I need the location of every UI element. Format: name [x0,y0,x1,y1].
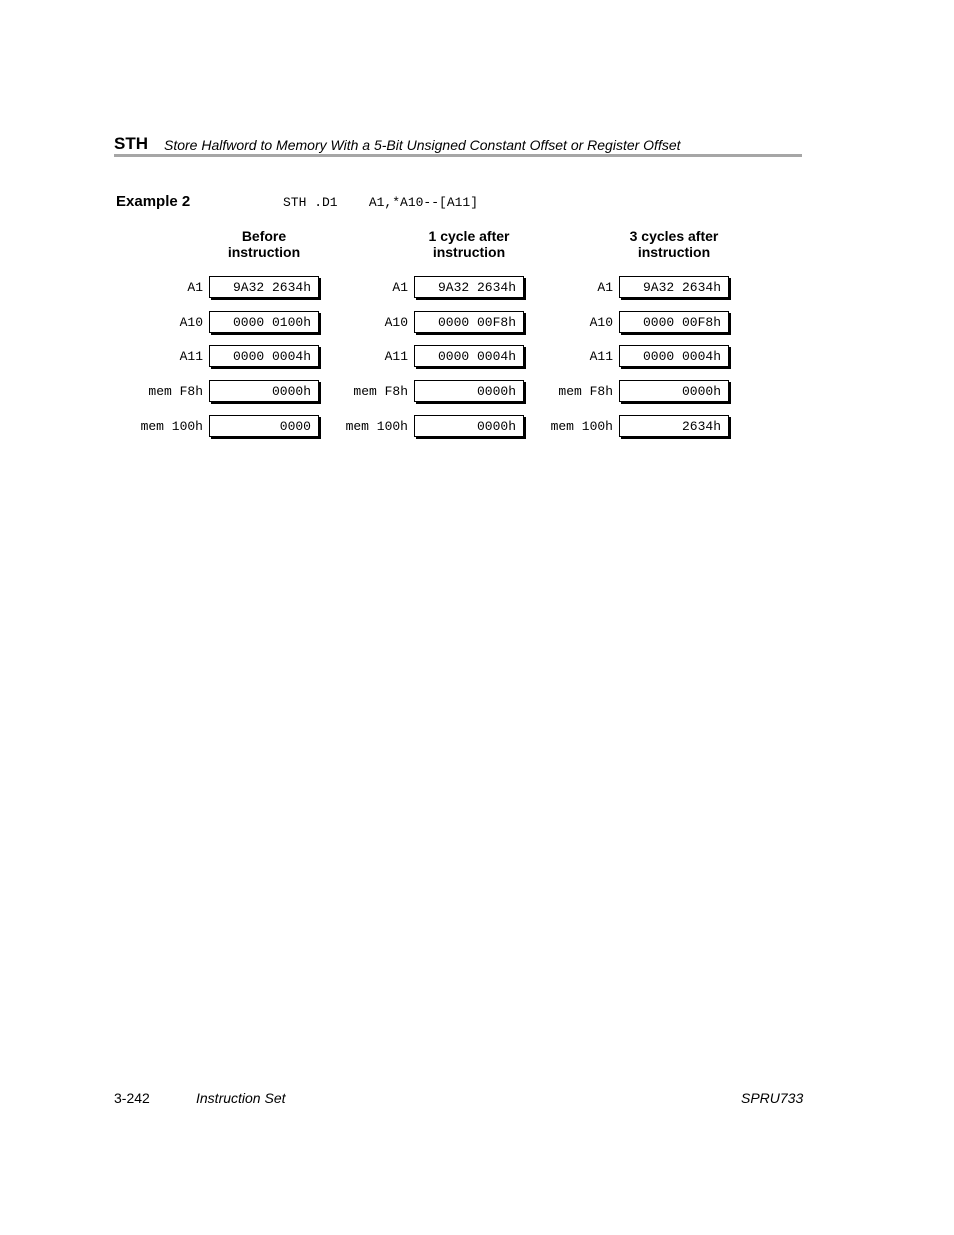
register-value: 0000h [271,384,311,399]
register-box [619,380,729,402]
register-value: 0000 0100h [232,315,311,330]
register-box [209,311,319,333]
register-box [209,276,319,298]
column-heading-line1: 3 cycles after [629,228,719,244]
footer-section-name: Instruction Set [196,1090,286,1106]
column-heading-before [189,228,339,260]
column-heading-line1: Before [241,228,287,244]
column-heading-1-cycle [394,228,544,260]
register-box [414,311,524,333]
register-value: 0000 0004h [437,349,516,364]
register-label: A10 [179,315,203,330]
register-value: 0000 0004h [642,349,721,364]
register-label: A11 [179,349,203,364]
register-value: 0000h [476,384,516,399]
register-label: mem 100h [140,419,203,434]
register-value: 9A32 2634h [437,280,516,295]
column-heading-line1: 1 cycle after [428,228,510,244]
register-value: 0000 [279,419,311,434]
register-box [414,276,524,298]
register-label: mem F8h [353,384,408,399]
register-box [619,415,729,437]
register-value: 0000 00F8h [642,315,721,330]
register-box [209,380,319,402]
column-heading-line2: instruction [637,244,711,260]
register-label: A11 [589,349,613,364]
register-value: 9A32 2634h [232,280,311,295]
register-box [619,276,729,298]
register-box [209,415,319,437]
header-rule [114,154,802,157]
section-mnemonic: STH [114,134,148,153]
register-label: A11 [384,349,408,364]
register-box [414,415,524,437]
register-label: mem 100h [550,419,613,434]
register-value: 0000h [476,419,516,434]
section-title: Store Halfword to Memory With a 5-Bit Unsigned Constant Offset or Register Offset [164,137,681,153]
register-label: mem F8h [148,384,203,399]
example-label: Example 2 [116,193,191,210]
register-label: mem F8h [558,384,613,399]
register-box [414,380,524,402]
register-value: 0000h [681,384,721,399]
register-box [619,311,729,333]
register-label: A10 [589,315,613,330]
register-label: A10 [384,315,408,330]
register-box [414,345,524,367]
register-box [209,345,319,367]
column-heading-line2: instruction [432,244,506,260]
register-label: A1 [597,280,613,295]
column-heading-line2: instruction [227,244,301,260]
register-label: A1 [187,280,203,295]
example-code: STH .D1 A1,*A10--[A11] [283,195,479,210]
register-value: 0000 0004h [232,349,311,364]
register-label: A1 [392,280,408,295]
column-heading-3-cycles [599,228,749,260]
register-value: 0000 00F8h [437,315,516,330]
footer-page-number: 3-242 [114,1090,150,1106]
register-value: 2634h [681,419,721,434]
register-box [619,345,729,367]
register-value: 9A32 2634h [642,280,721,295]
footer-document-id: SPRU733 [741,1090,804,1106]
register-label: mem 100h [345,419,408,434]
